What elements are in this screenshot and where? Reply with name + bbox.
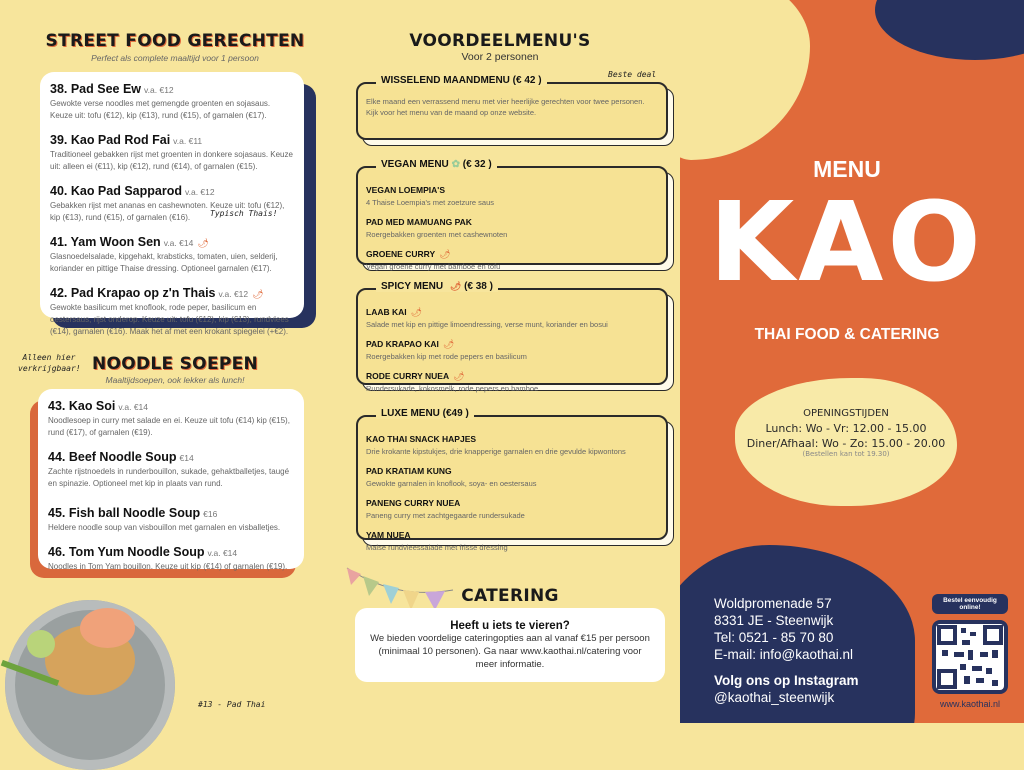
blob-yellow: [680, 0, 810, 160]
item-desc: Noodles in Tom Yam bouillon. Keuze uit kip (€14) of garnalen (€19).: [48, 562, 288, 571]
box-item-heading: [366, 366, 658, 384]
exclusive-note: Alleen hier verkrijgbaar!: [18, 353, 81, 373]
item-name: 40. Kao Pad Sapparod: [50, 184, 182, 198]
box-item-name: PAD KRATIAM KUNG: [366, 466, 452, 476]
spicy-menu-box: [356, 281, 668, 393]
monthly-menu-desc: Elke maand een verrassend menu met vier heerlijke gerechten voor twee personen. Kijk voor het menu van de maand op onze website.: [366, 97, 645, 117]
box-item: [366, 302, 658, 329]
luxe-menu-title: LUXE MENU (€49 ): [376, 408, 474, 419]
spicy-menu-price: (€ 38 ): [464, 281, 493, 292]
instagram-handle[interactable]: @kaothai_steenwijk: [714, 690, 835, 705]
box-item-desc: Vegan groene curry met bamboe en tofu: [366, 262, 501, 271]
item-name: 45. Fish ball Noodle Soup: [48, 506, 201, 520]
tagline: THAI FOOD & CATERING: [754, 326, 940, 343]
chili-icon: 🌶︎: [449, 281, 462, 291]
vegan-menu-title: VEGAN MENU: [381, 159, 449, 170]
chili-icon: 🌶︎: [197, 238, 209, 248]
box-item: [366, 212, 658, 239]
catering-text: We bieden voordelige cateringopties aan al vanaf €15 per persoon (minimaal 10 personen). Ga naar www.kaothai.nl/catering voor meer informatie.: [370, 633, 650, 670]
item-heading: [50, 80, 294, 98]
catering-heading: Heeft u iets te vieren?: [450, 620, 570, 632]
box-item-name: GROENE CURRY: [366, 249, 436, 259]
item-price: v.a. €14: [118, 402, 149, 412]
item-name: 38. Pad See Ew: [50, 82, 142, 96]
street-food-title: STREET FOOD GERECHTEN: [45, 31, 305, 51]
item-desc: Glasnoedelsalade, kipgehakt, krabsticks, tomaten, uien, selderij, koriander en pittige Thaise dressing. Optioneel garnalen (€17).: [50, 252, 278, 273]
box-item: [366, 366, 658, 393]
box-item: [366, 461, 658, 488]
pad-thai-photo: [5, 600, 175, 770]
item-heading: [50, 284, 294, 302]
hours-dinner: Diner/Afhaal: Wo - Zo: 15.00 - 20.00: [746, 437, 946, 450]
instagram-label: Volg ons op Instagram: [714, 673, 859, 688]
box-item-desc: Drie krokante kipstukjes, drie knapperige garnalen en drie gevulde kipwontons: [366, 447, 626, 456]
address: Woldpromenade 57: [714, 596, 832, 611]
item-price: v.a. €11: [173, 136, 203, 146]
menu-item: [50, 284, 294, 338]
box-item-desc: Paneng curry met zachtgegaarde rundersukade: [366, 511, 525, 520]
item-desc: Heldere noodle soup van visbouillon met garnalen en visballetjes.: [48, 523, 281, 532]
box-item-name: RODE CURRY NUEA: [366, 371, 450, 381]
box-item-heading: [366, 461, 658, 479]
box-item-desc: Malse rundvleessalade met frisse dressing: [366, 543, 508, 552]
item-price: v.a. €12: [218, 289, 249, 299]
item-desc: Zachte rijstnoedels in runderbouillon, sukade, gehaktballetjes, taugé en spinazie. Optioneel met kip in plaats van rund.: [48, 467, 290, 488]
item-heading: [48, 504, 294, 522]
box-item-heading: [366, 493, 658, 511]
contact-info: [714, 595, 859, 706]
item-heading: [50, 131, 294, 149]
box-item-name: PAD KRAPAO KAI: [366, 339, 439, 349]
menu-label: MENU: [813, 156, 881, 182]
vegan-menu-price: (€ 32 ): [462, 159, 492, 170]
chili-icon: 🌶︎: [439, 249, 451, 259]
item-heading: [48, 543, 294, 561]
item-heading: [48, 397, 294, 415]
item-price: v.a. €14: [163, 238, 194, 248]
box-item-name: PANENG CURRY NUEA: [366, 498, 461, 508]
website-link[interactable]: www.kaothai.nl: [939, 699, 1001, 709]
menu-item: [50, 233, 294, 275]
street-food-subtitle: Perfect als complete maaltijd voor 1 persoon: [91, 53, 259, 63]
catering-title: CATERING: [461, 586, 559, 606]
menu-item: [48, 397, 294, 439]
box-item-heading: [366, 334, 658, 352]
phone[interactable]: Tel: 0521 - 85 70 80: [714, 630, 834, 645]
box-item-heading: [366, 302, 658, 320]
item-name: 41. Yam Woon Sen: [50, 235, 161, 249]
hours-note: (Bestellen kan tot 19.30): [802, 450, 890, 458]
catering-card: [355, 608, 665, 682]
item-heading: [48, 448, 294, 466]
box-item-heading: [366, 180, 658, 198]
box-item-heading: [366, 429, 658, 447]
box-item-desc: Gewokte garnalen in knoflook, soya- en oestersaus: [366, 479, 537, 488]
email[interactable]: E-mail: info@kaothai.nl: [714, 647, 854, 662]
box-item-desc: Salade met kip en pittige limoendressing, verse munt, koriander en bosui: [366, 320, 608, 329]
vegan-menu-box: [356, 159, 668, 271]
noodle-card: [38, 389, 304, 569]
chili-icon: 🌶︎: [453, 371, 465, 381]
item-name: 42. Pad Krapao op z'n Thais: [50, 286, 216, 300]
brand-logo: KAO: [709, 178, 985, 306]
menu-item: [48, 448, 294, 490]
chili-icon: 🌶︎: [442, 339, 455, 349]
voordeel-subtitle: Voor 2 personen: [461, 51, 539, 63]
best-deal-note: Beste deal: [608, 70, 657, 79]
city: 8331 JE - Steenwijk: [714, 613, 834, 628]
hours-title: OPENINGSTIJDEN: [803, 408, 889, 419]
item-desc: Gewokte verse noodles met gemengde groenten en sojasaus. Keuze uit: tofu (€12), kip (€13), rund (€15), of garnalen (€17).: [50, 99, 271, 120]
item-heading: [50, 233, 294, 251]
brand-panel: [680, 0, 1024, 723]
monthly-menu-title: WISSELEND MAANDMENU (€ 42 ): [376, 75, 547, 86]
box-item: [366, 429, 658, 456]
box-item: [366, 493, 658, 520]
box-item: [366, 525, 658, 552]
box-item-heading: [366, 212, 658, 230]
box-item: [366, 180, 658, 207]
item-desc: Traditioneel gebakken rijst met groenten in donkere sojasaus. Keuze uit: alleen ei (€11), kip (€12), rund (€14), of garnalen (€15).: [50, 150, 293, 171]
item-desc: Gewokte basilicum met knoflook, rode peper, basilicum en oestersaus, rijst onderop. Keuze uit: tofu (€12), kip (€13), rundvlees (€14), garnalen (€16). Maak het af met een krokant spiegelei (+€2).: [50, 303, 289, 336]
box-item: [366, 244, 658, 271]
street-food-card: [40, 72, 304, 336]
chili-icon: 🌶︎: [410, 307, 423, 317]
box-item: [366, 334, 658, 361]
item-name: 43. Kao Soi: [48, 399, 116, 413]
typisch-thais-note: Typisch Thais!: [210, 209, 278, 218]
box-item-name: PAD MED MAMUANG PAK: [366, 217, 472, 227]
item-name: 46. Tom Yum Noodle Soup: [48, 545, 205, 559]
item-price: €14: [179, 453, 194, 463]
menu-item: [48, 504, 294, 534]
item-price: v.a. €14: [207, 548, 238, 558]
box-item-name: KAO THAI SNACK HAPJES: [366, 434, 477, 444]
box-item-heading: [366, 244, 658, 262]
menu-item: [50, 131, 294, 173]
item-heading: [50, 182, 294, 200]
box-item-heading: [366, 525, 658, 543]
box-item-desc: Rundersukade, kokosmelk, rode pepers en bamboe: [366, 384, 539, 393]
photo-caption: #13 - Pad Thai: [198, 700, 266, 709]
menu-item: [48, 543, 294, 573]
box-item-name: YAM NUEA: [366, 530, 411, 540]
box-item-desc: Roergebakken groenten met cashewnoten: [366, 230, 508, 239]
spicy-menu-title: SPICY MENU: [381, 281, 444, 292]
box-item-desc: Roergebakken kip met rode pepers en basilicum: [366, 352, 527, 361]
opening-hours: [735, 408, 957, 458]
voordeel-title: VOORDEELMENU'S: [409, 31, 591, 51]
item-price: v.a. €12: [144, 85, 174, 95]
luxe-menu-box: [356, 408, 668, 552]
item-price: €16: [203, 509, 218, 519]
chili-icon: 🌶︎: [252, 289, 264, 299]
item-desc: Gebakken rijst met ananas en cashewnoten. Keuze uit: tofu (€12), kip (€13), rund (€15), of garnalen (€16).: [50, 201, 285, 222]
box-item-desc: 4 Thaise Loempia's met zoetzure saus: [366, 198, 495, 207]
box-item-name: LAAB KAI: [366, 307, 407, 317]
blob-navy-top: [875, 0, 1024, 60]
qr-code[interactable]: [932, 620, 1008, 694]
hours-lunch: Lunch: Wo - Vr: 12.00 - 15.00: [765, 422, 927, 435]
box-item-name: VEGAN LOEMPIA'S: [366, 185, 446, 195]
noodle-title: NOODLE SOEPEN: [91, 354, 259, 374]
item-price: v.a. €12: [184, 187, 215, 197]
noodle-subtitle: Maaltijdsoepen, ook lekker als lunch!: [105, 375, 245, 385]
monthly-menu-box: [356, 75, 668, 140]
menu-item: [50, 80, 294, 122]
item-name: 44. Beef Noodle Soup: [48, 450, 177, 464]
order-online-label: Bestel eenvoudig online!: [932, 594, 1008, 614]
clover-icon: ✿: [451, 159, 460, 170]
item-desc: Noodlesoep in curry met salade en ei. Keuze uit tofu (€14) kip (€15), rund (€17), of garnalen (€19).: [48, 416, 290, 437]
item-name: 39. Kao Pad Rod Fai: [50, 133, 171, 147]
